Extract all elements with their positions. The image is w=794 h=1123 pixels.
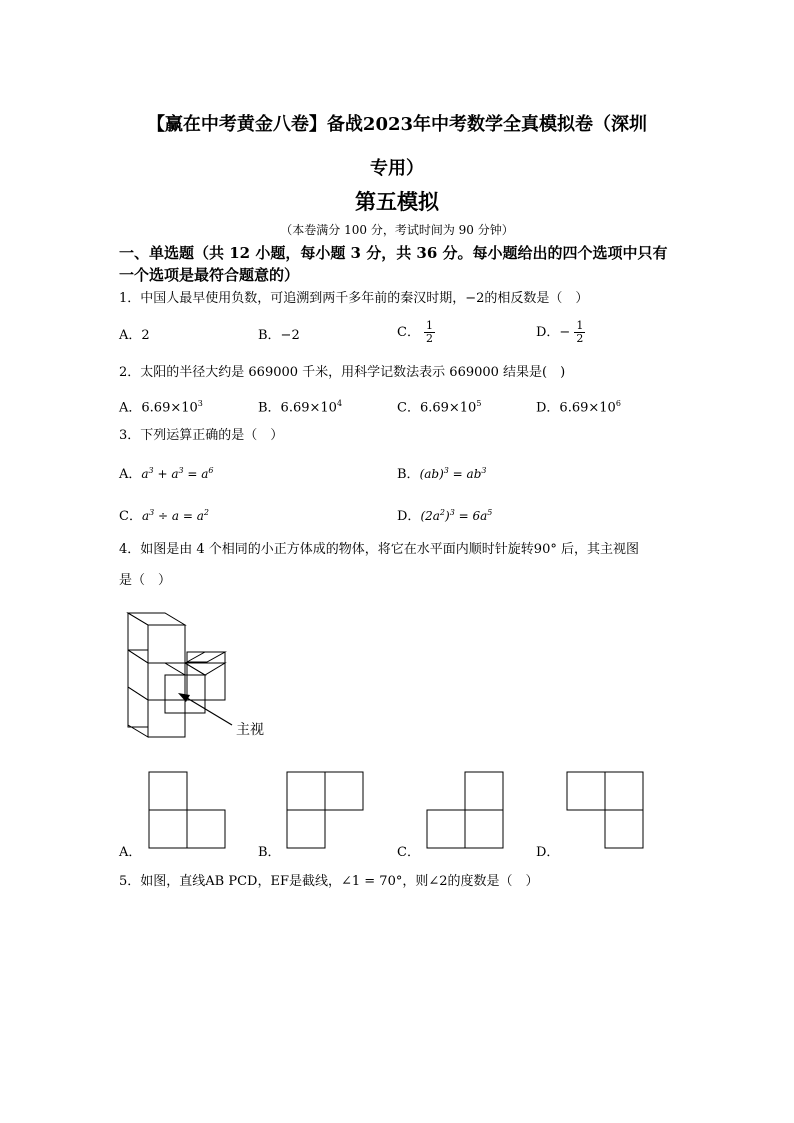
title-line-1: 【赢在中考黄金八卷】备战2023年中考数学全真模拟卷（深圳 (146, 114, 648, 135)
question-4-stem-line-1: 4．如图是由 4 个相同的小正方体成的物体，将它在水平面内顺时针旋转90° 后，其主视图 (119, 542, 639, 557)
formula-b: $(ab)^3 = ab^3$ (419, 466, 487, 481)
sub-title: 第五模拟 (355, 189, 439, 214)
fraction-half: $\frac{1}{2}$ (576, 319, 584, 345)
formula-a: $a^3 + a^3 = a^6$ (141, 466, 214, 481)
question-3-option-d: D．$(2a^2)^3 = 6a^5$ (397, 508, 493, 524)
option-a-view (148, 771, 228, 851)
question-4-option-d: D． (536, 845, 560, 860)
formula-c: $a^3 \div a = a^2$ (141, 508, 209, 523)
question-2-option-b: B．$6.69\times 10^4$ (258, 399, 343, 416)
question-2-option-d: D．$6.69\times 10^6$ (536, 399, 621, 416)
question-2-option-a: A．$6.69\times 10^3$ (119, 399, 203, 416)
question-2-option-c: C．$6.69\times 10^5$ (397, 399, 482, 416)
question-4-option-a: A． (119, 845, 142, 860)
question-5-stem: 5．如图，直线AB PCD，EF是截线，∠1 = 70°，则∠2的度数是（ ） (119, 874, 539, 889)
option-d-label: D．− (536, 325, 571, 340)
formula-d: $(2a^2)^3 = 6a^5$ (420, 508, 493, 523)
question-1-option-b: B．−2 (258, 328, 300, 343)
exam-note: （本卷满分 100 分，考试时间为 90 分钟） (280, 223, 514, 237)
question-3-option-c: C．$a^3 \div a = a^2$ (119, 508, 209, 524)
section-heading: 一、单选题（共 12 小题，每小题 3 分，共 36 分。每小题给出的四个选项中只有一个选项是最符合题意的） (119, 244, 668, 284)
option-c-view (426, 771, 506, 851)
question-1-option-c (397, 320, 435, 345)
option-c-label: C． (397, 325, 420, 340)
question-4-option-b: B． (258, 845, 281, 860)
question-3-stem: 3．下列运算正确的是（ ） (119, 428, 284, 443)
option-b-view (286, 771, 366, 851)
question-3-option-a: A．$a^3 + a^3 = a^6$ (119, 466, 214, 482)
question-4-option-c: C． (397, 845, 420, 860)
question-4-stem-line-2: 是（ ） (119, 573, 172, 588)
option-d-view (566, 771, 646, 851)
fraction-half: $\frac{1}{2}$ (425, 319, 433, 345)
document-title (100, 103, 694, 191)
question-1-option-d (536, 320, 585, 345)
question-1-option-a: A．2 (119, 328, 150, 343)
question-3-option-b: B．$(ab)^3 = ab^3$ (397, 466, 487, 482)
title-line-2: 专用） (370, 158, 424, 179)
question-1-stem: 1．中国人最早使用负数，可追溯到两千多年前的秦汉时期，−2的相反数是（ ） (119, 291, 589, 306)
question-2-stem: 2．太阳的半径大约是 669000 千米，用科学记数法表示 669000 结果是( ) (119, 365, 566, 380)
main-view-label: 主视 (236, 722, 264, 738)
